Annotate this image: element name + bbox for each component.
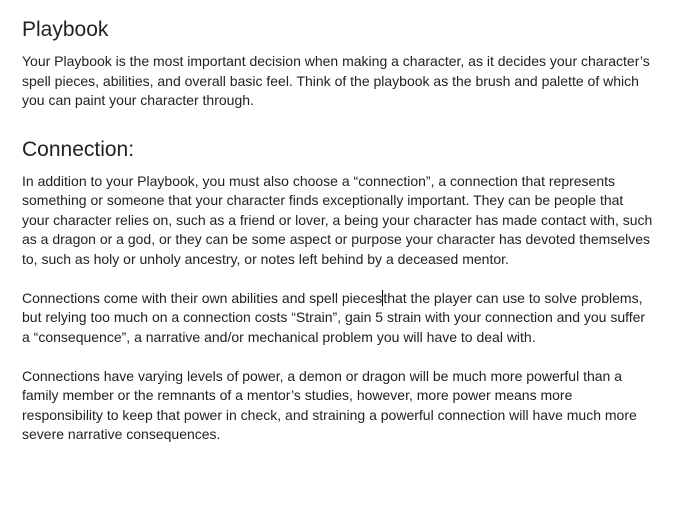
heading-playbook: Playbook [22, 18, 109, 41]
connection-paragraph-3: Connections have varying levels of power, a demon or dragon will be much more powerful than a family member or the remnants of a mentor’s studies, however, more power means more responsibility to keep that power in check, and straining a powerful connection will have much more severe narrative consequences. [22, 367, 637, 442]
paragraph-2-text-after-caret: that the player can use to solve problems, but relying too much on a connection costs “Strain”, gain 5 strain with your connection and you suffer a “consequence”, a narrative and/or mechanical problem you will have to deal with. [22, 289, 646, 345]
connection-paragraph-1: In addition to your Playbook, you must also choose a “connection”, a connection that represents something or someone that your character finds exceptionally important. They can be people that your character relies on, such as a friend or lover, a being your character has made contact with, such as a dragon or a god, or they can be some aspect or purpose your character has devoted themselves to, such as holy or unholy ancestry, or notes left behind by a deceased mentor. [22, 172, 653, 267]
heading-connection: Connection: [22, 137, 135, 161]
paragraph-2-text-before-caret: Connections come with their own abilities and spell pieces [22, 289, 383, 306]
connection-paragraph-2[interactable] [22, 289, 653, 348]
playbook-paragraph: Your Playbook is the most important decision when making a character, as it decides your character’s spell pieces, abilities, and overall basic feel. Think of the playbook as the brush and palette of which you can paint your character through. [22, 53, 650, 108]
